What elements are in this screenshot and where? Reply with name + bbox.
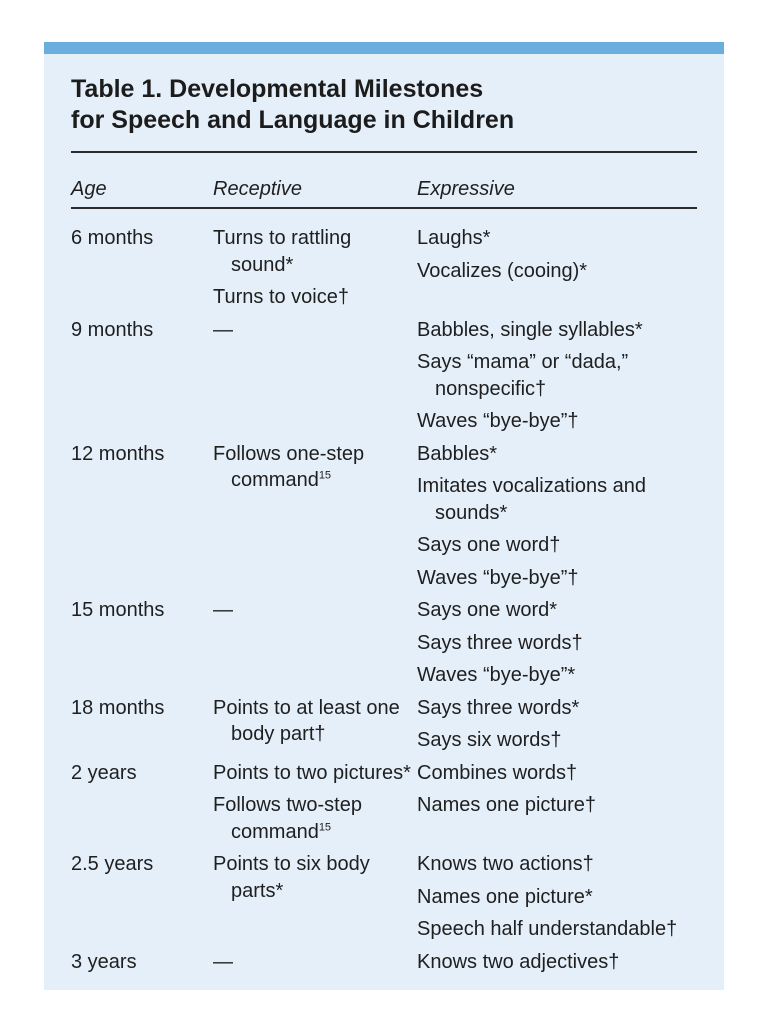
- receptive-milestone-text: —: [213, 950, 233, 973]
- expressive-milestone-text: Says one word†: [417, 534, 561, 556]
- receptive-milestone-text: —: [213, 318, 233, 341]
- receptive-milestone-text: Turns to voice†: [213, 286, 349, 308]
- table-row: [44, 851, 724, 949]
- table-row: [44, 760, 724, 852]
- table-row: [44, 317, 724, 441]
- receptive-cell: [213, 695, 417, 760]
- receptive-milestone-text: Points to two pictures*: [213, 761, 411, 784]
- expressive-milestone-text: Says three words*: [417, 696, 580, 719]
- expressive-milestone-text: Waves “bye-bye”*: [417, 664, 576, 686]
- expressive-cell: [417, 225, 717, 317]
- expressive-milestone-text: Says one word*: [417, 599, 558, 621]
- age-cell: [44, 225, 213, 317]
- receptive-milestone: [213, 225, 417, 278]
- expressive-cell: [417, 760, 717, 852]
- expressive-milestone-text: Combines words†: [417, 761, 578, 784]
- receptive-milestone: [213, 597, 417, 624]
- expressive-milestone: [417, 662, 717, 689]
- expressive-milestone-text: Babbles, single syllables*: [417, 318, 643, 341]
- expressive-milestone: [417, 630, 717, 657]
- expressive-milestone: [417, 441, 717, 468]
- expressive-milestone-text: Waves “bye-bye”†: [417, 566, 579, 589]
- expressive-cell: [417, 851, 717, 949]
- age-label: 15 months: [71, 599, 165, 621]
- age-label: 6 months: [71, 227, 154, 249]
- receptive-cell: [213, 441, 417, 598]
- expressive-milestone: [417, 916, 717, 943]
- age-label: 18 months: [71, 696, 165, 719]
- age-cell: [44, 760, 213, 852]
- expressive-milestone: [417, 884, 717, 911]
- receptive-milestone: [213, 317, 417, 344]
- expressive-milestone-text: Imitates vocalizations and sounds*: [417, 475, 647, 524]
- expressive-cell: [417, 597, 717, 695]
- expressive-milestone-text: Laughs*: [417, 227, 491, 249]
- receptive-milestone: [213, 949, 417, 976]
- expressive-milestone: [417, 597, 717, 624]
- table-row: [44, 225, 724, 317]
- expressive-milestone-text: Says six words†: [417, 729, 562, 751]
- receptive-milestone-text: Follows one-step command: [213, 442, 365, 491]
- receptive-milestone: [213, 792, 417, 845]
- receptive-cell: [213, 225, 417, 317]
- expressive-milestone-text: Waves “bye-bye”†: [417, 410, 579, 432]
- expressive-milestone-text: Knows two adjectives†: [417, 950, 620, 973]
- expressive-milestone-text: Says three words†: [417, 631, 583, 654]
- table-title-line2: for Speech and Language in Children: [71, 106, 515, 134]
- title-divider: [71, 151, 697, 153]
- age-label: 9 months: [71, 318, 154, 341]
- table-row: [44, 695, 724, 760]
- expressive-milestone: [417, 532, 717, 559]
- receptive-milestone: [213, 760, 417, 787]
- receptive-milestone-text: Follows two-step command: [213, 794, 362, 843]
- age-cell: [44, 949, 213, 982]
- expressive-milestone: [417, 317, 717, 344]
- receptive-cell: [213, 949, 417, 982]
- expressive-milestone-text: Speech half understandable†: [417, 918, 678, 940]
- expressive-milestone: [417, 408, 717, 435]
- expressive-milestone-text: Knows two actions†: [417, 853, 594, 875]
- table-row: [44, 949, 724, 982]
- expressive-cell: [417, 949, 717, 982]
- receptive-milestone: [213, 851, 417, 904]
- age-label: 2 years: [71, 761, 137, 784]
- receptive-milestone: [213, 695, 417, 748]
- receptive-milestone: [213, 441, 417, 494]
- expressive-milestone: [417, 225, 717, 252]
- receptive-milestone-text: Points to at least one body part†: [213, 696, 400, 745]
- expressive-milestone-text: Vocalizes (cooing)*: [417, 259, 588, 282]
- receptive-cell: [213, 760, 417, 852]
- age-label: 3 years: [71, 950, 137, 973]
- header-divider: [71, 207, 697, 209]
- age-cell: [44, 597, 213, 695]
- header-age: Age: [71, 178, 107, 200]
- receptive-cell: [213, 851, 417, 949]
- age-cell: [44, 317, 213, 441]
- table-panel: [44, 42, 724, 990]
- table-row: [44, 597, 724, 695]
- table-title-line1: Table 1. Developmental Milestones: [71, 75, 484, 103]
- expressive-milestone-text: Babbles*: [417, 442, 498, 465]
- expressive-cell: [417, 695, 717, 760]
- expressive-milestone-text: Names one picture†: [417, 794, 596, 816]
- accent-bar: [44, 42, 724, 54]
- age-cell: [44, 695, 213, 760]
- expressive-milestone: [417, 349, 717, 402]
- expressive-milestone: [417, 792, 717, 819]
- expressive-milestone: [417, 473, 717, 526]
- expressive-milestone: [417, 949, 717, 976]
- receptive-milestone-text: Points to six body parts*: [213, 853, 370, 902]
- age-label: 2.5 years: [71, 853, 154, 875]
- header-receptive: Receptive: [213, 178, 302, 200]
- table-body: [44, 225, 724, 981]
- expressive-milestone: [417, 695, 717, 722]
- reference-superscript: 15: [318, 469, 332, 482]
- expressive-milestone: [417, 851, 717, 878]
- expressive-milestone: [417, 258, 717, 285]
- reference-superscript: 15: [318, 820, 332, 833]
- receptive-milestone: [213, 284, 417, 311]
- expressive-cell: [417, 317, 717, 441]
- expressive-milestone-text: Names one picture*: [417, 885, 593, 908]
- receptive-milestone-text: Turns to rattling sound*: [213, 227, 352, 276]
- expressive-milestone: [417, 565, 717, 592]
- receptive-cell: [213, 317, 417, 441]
- age-label: 12 months: [71, 442, 165, 465]
- age-cell: [44, 441, 213, 598]
- table-row: [44, 441, 724, 598]
- expressive-cell: [417, 441, 717, 598]
- expressive-milestone-text: Says “mama” or “dada,” nonspecific†: [417, 351, 629, 400]
- table-title: [71, 74, 691, 136]
- expressive-milestone: [417, 727, 717, 754]
- expressive-milestone: [417, 760, 717, 787]
- header-expressive: Expressive: [417, 178, 515, 200]
- age-cell: [44, 851, 213, 949]
- receptive-milestone-text: —: [213, 599, 233, 621]
- receptive-cell: [213, 597, 417, 695]
